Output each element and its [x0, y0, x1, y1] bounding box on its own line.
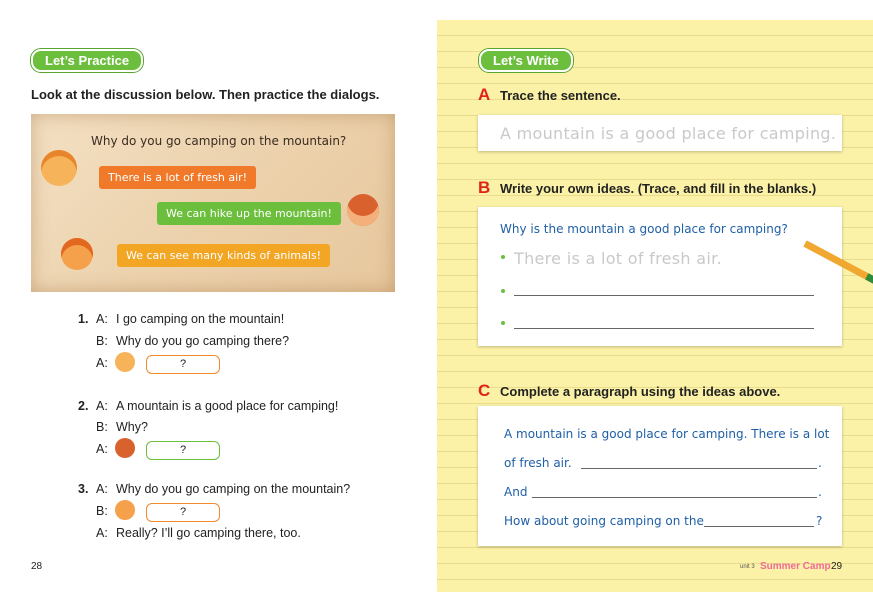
section-a-letter: A [478, 85, 491, 104]
paragraph-blank-2[interactable] [532, 497, 817, 498]
dialog-2-a: 2. A: A mountain is a good place for camping! [78, 399, 339, 413]
board-question: Why do you go camping on the mountain? [91, 134, 347, 148]
footer-title: Summer Camp [760, 561, 831, 572]
dialog-3-answer-box[interactable]: ? [146, 503, 220, 522]
bullet-icon [501, 321, 505, 325]
lets-write-label: Let’s Write [479, 49, 573, 72]
paragraph-line-1: A mountain is a good place for camping. There is a lot [504, 427, 830, 441]
paragraph-line-4: How about going camping on the [504, 514, 704, 528]
paragraph-blank-3[interactable] [704, 526, 814, 527]
dialog-1-a2-label: A: [96, 356, 108, 370]
dialog-1-answer-box[interactable]: ? [146, 355, 220, 374]
dialog-3-b-label: B: [96, 504, 108, 518]
section-a-instruction: Trace the sentence. [500, 88, 621, 103]
dialog-1-b: B: Why do you go camping there? [96, 334, 290, 348]
paragraph-blank-1[interactable] [581, 468, 817, 469]
dialog-1-a: 1. A: I go camping on the mountain! [78, 312, 285, 326]
section-b-instruction: Write your own ideas. (Trace, and fill in the blanks.) [500, 181, 817, 196]
paragraph-line-3: And [504, 485, 528, 499]
girl-face-icon [41, 150, 77, 186]
page-number-left: 28 [31, 561, 43, 572]
lets-practice-label: Let’s Practice [31, 49, 143, 72]
period-1: . [818, 456, 822, 470]
bullet-icon [501, 255, 505, 259]
practice-instruction: Look at the discussion below. Then practice the dialogs. [31, 87, 380, 102]
section-c-instruction: Complete a paragraph using the ideas above. [500, 384, 781, 399]
discussion-board [31, 114, 395, 292]
ideas-question: Why is the mountain a good place for camping? [500, 222, 788, 236]
bubble-animals: We can see many kinds of animals! [117, 244, 330, 267]
girl-face-icon [115, 352, 135, 372]
boy2-face-icon [61, 238, 93, 270]
paragraph-card [478, 406, 842, 546]
boy-face-icon [115, 438, 135, 458]
page-number-right: 29 [831, 561, 843, 572]
boy2-face-icon [115, 500, 135, 520]
dialog-3-a: 3. A: Why do you go camping on the mountain? [78, 482, 351, 496]
question-mark: ? [816, 514, 823, 528]
paragraph-line-2: of fresh air. [504, 456, 572, 470]
bubble-fresh-air: There is a lot of fresh air! [99, 166, 256, 189]
section-c-letter: C [478, 381, 491, 400]
ideas-trace: There is a lot of fresh air. [514, 249, 722, 268]
trace-card [478, 115, 842, 151]
dialog-2-answer-box[interactable]: ? [146, 441, 220, 460]
dialog-2-a2-label: A: [96, 442, 108, 456]
period-2: . [818, 485, 822, 499]
trace-sentence: A mountain is a good place for camping. [500, 124, 837, 143]
idea-blank-2[interactable] [514, 328, 814, 329]
idea-blank-1[interactable] [514, 295, 814, 296]
bullet-icon [501, 289, 505, 293]
dialog-3-a2: A: Really? I’ll go camping there, too. [96, 526, 301, 540]
ideas-card [478, 207, 842, 346]
section-b-letter: B [478, 178, 491, 197]
bubble-hike: We can hike up the mountain! [157, 202, 341, 225]
footer-unit: unit 3 [740, 564, 755, 570]
dialog-2-b: B: Why? [96, 420, 148, 434]
boy-face-icon [347, 194, 379, 226]
